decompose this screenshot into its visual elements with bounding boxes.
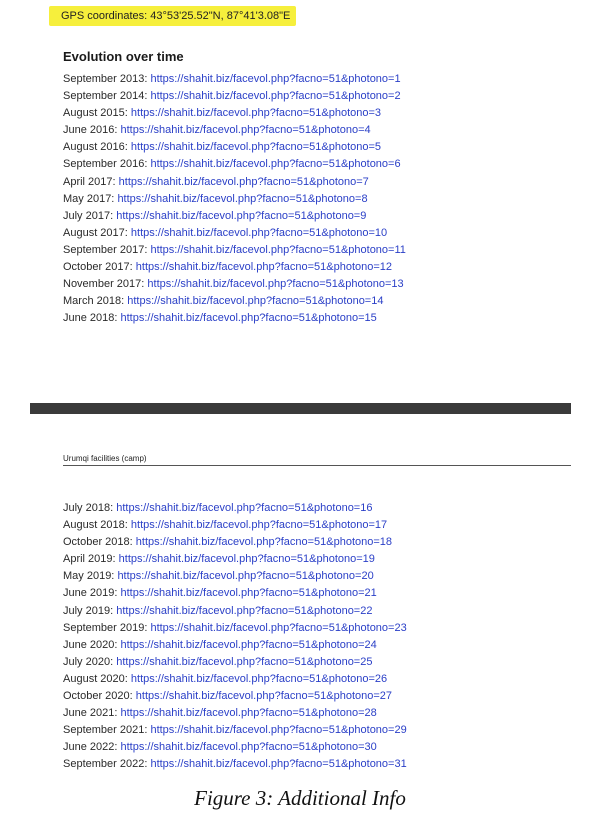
list-item bbox=[63, 293, 406, 310]
photo-link[interactable]: https://shahit.biz/facevol.php?facno=51&photono=12 bbox=[135, 261, 393, 274]
page-break-bar bbox=[30, 403, 571, 414]
figure-caption: Figure 3: Additional Info bbox=[194, 786, 406, 810]
entry-date: April 2019: bbox=[63, 553, 116, 566]
list-item bbox=[63, 191, 406, 208]
photo-link[interactable]: https://shahit.biz/facevol.php?facno=51&photono=1 bbox=[150, 73, 401, 85]
list-item bbox=[63, 139, 406, 156]
list-item bbox=[63, 71, 406, 88]
list-item bbox=[63, 637, 407, 654]
evolution-list-bottom bbox=[63, 500, 407, 774]
list-item bbox=[63, 671, 407, 688]
photo-link[interactable]: https://shahit.biz/facevol.php?facno=51&photono=4 bbox=[120, 124, 371, 137]
photo-link[interactable]: https://shahit.biz/facevol.php?facno=51&photono=30 bbox=[120, 741, 377, 754]
photo-link[interactable]: https://shahit.biz/facevol.php?facno=51&photono=24 bbox=[120, 638, 377, 651]
entry-date: June 2018: bbox=[63, 312, 118, 325]
photo-link[interactable]: https://shahit.biz/facevol.php?facno=51&photono=17 bbox=[130, 519, 388, 532]
entry-date: September 2013: bbox=[63, 73, 148, 85]
photo-link[interactable]: https://shahit.biz/facevol.php?facno=51&photono=7 bbox=[118, 175, 369, 188]
photo-link[interactable]: https://shahit.biz/facevol.php?facno=51&photono=25 bbox=[116, 655, 373, 668]
photo-link[interactable]: https://shahit.biz/facevol.php?facno=51&photono=5 bbox=[130, 141, 382, 154]
list-item bbox=[63, 603, 407, 620]
photo-link[interactable]: https://shahit.biz/facevol.php?facno=51&photono=3 bbox=[130, 107, 382, 120]
entry-date: September 2014: bbox=[63, 90, 148, 103]
header-rule bbox=[63, 465, 571, 466]
list-item bbox=[63, 568, 407, 585]
list-item bbox=[63, 174, 406, 191]
photo-link[interactable]: https://shahit.biz/facevol.php?facno=51&photono=8 bbox=[117, 192, 368, 205]
photo-link[interactable]: https://shahit.biz/facevol.php?facno=51&photono=11 bbox=[150, 243, 406, 256]
entry-date: October 2020: bbox=[63, 690, 133, 703]
photo-link[interactable]: https://shahit.biz/facevol.php?facno=51&photono=19 bbox=[118, 553, 375, 566]
entry-date: October 2017: bbox=[63, 261, 133, 274]
list-item bbox=[63, 88, 406, 105]
entry-date: June 2019: bbox=[63, 587, 118, 600]
gps-coordinates bbox=[49, 10, 296, 22]
photo-link[interactable]: https://shahit.biz/facevol.php?facno=51&photono=29 bbox=[150, 724, 407, 737]
list-item bbox=[63, 242, 406, 259]
photo-link[interactable]: https://shahit.biz/facevol.php?facno=51&photono=31 bbox=[150, 758, 407, 771]
entry-date: August 2017: bbox=[63, 226, 128, 239]
entry-date: April 2017: bbox=[63, 175, 116, 188]
section-title: Evolution over time bbox=[63, 49, 184, 64]
list-item bbox=[63, 551, 407, 568]
list-item bbox=[63, 259, 406, 276]
entry-date: November 2017: bbox=[63, 278, 145, 291]
list-item bbox=[63, 722, 407, 739]
entry-date: August 2018: bbox=[63, 519, 128, 532]
photo-link[interactable]: https://shahit.biz/facevol.php?facno=51&photono=16 bbox=[116, 502, 373, 514]
photo-link[interactable]: https://shahit.biz/facevol.php?facno=51&photono=18 bbox=[135, 536, 393, 549]
photo-link[interactable]: https://shahit.biz/facevol.php?facno=51&photono=6 bbox=[150, 158, 401, 171]
photo-link[interactable]: https://shahit.biz/facevol.php?facno=51&photono=2 bbox=[150, 90, 401, 103]
photo-link[interactable]: https://shahit.biz/facevol.php?facno=51&photono=22 bbox=[116, 604, 373, 617]
entry-date: September 2017: bbox=[63, 243, 148, 256]
entry-date: May 2017: bbox=[63, 192, 115, 205]
entry-date: September 2016: bbox=[63, 158, 148, 171]
photo-link[interactable]: https://shahit.biz/facevol.php?facno=51&photono=10 bbox=[130, 226, 388, 239]
list-item bbox=[63, 534, 407, 551]
list-item bbox=[63, 585, 407, 602]
entry-date: August 2020: bbox=[63, 672, 128, 685]
entry-date: October 2018: bbox=[63, 536, 133, 549]
page-header: Urumqi facilities (camp) bbox=[63, 454, 147, 463]
photo-link[interactable]: https://shahit.biz/facevol.php?facno=51&photono=20 bbox=[117, 570, 374, 583]
photo-link[interactable]: https://shahit.biz/facevol.php?facno=51&photono=15 bbox=[120, 312, 377, 325]
list-item bbox=[63, 756, 407, 773]
entry-date: September 2022: bbox=[63, 758, 148, 771]
photo-link[interactable]: https://shahit.biz/facevol.php?facno=51&photono=9 bbox=[116, 209, 367, 222]
list-item bbox=[63, 276, 406, 293]
gps-coordinates-text: GPS coordinates: 43°53'25.52"N, 87°41'3.08"E bbox=[49, 6, 296, 26]
entry-date: July 2018: bbox=[63, 502, 114, 514]
photo-link[interactable]: https://shahit.biz/facevol.php?facno=51&photono=21 bbox=[120, 587, 377, 600]
photo-link[interactable]: https://shahit.biz/facevol.php?facno=51&photono=26 bbox=[130, 672, 388, 685]
entry-date: July 2017: bbox=[63, 209, 114, 222]
photo-link[interactable]: https://shahit.biz/facevol.php?facno=51&photono=28 bbox=[120, 707, 377, 720]
entry-date: August 2016: bbox=[63, 141, 128, 154]
list-item bbox=[63, 208, 406, 225]
entry-date: June 2020: bbox=[63, 638, 118, 651]
entry-date: June 2021: bbox=[63, 707, 118, 720]
list-item bbox=[63, 620, 407, 637]
list-item bbox=[63, 105, 406, 122]
entry-date: August 2015: bbox=[63, 107, 128, 120]
entry-date: June 2016: bbox=[63, 124, 118, 137]
evolution-list-top bbox=[63, 71, 406, 327]
list-item bbox=[63, 705, 407, 722]
photo-link[interactable]: https://shahit.biz/facevol.php?facno=51&photono=27 bbox=[135, 690, 393, 703]
entry-date: July 2019: bbox=[63, 604, 114, 617]
photo-link[interactable]: https://shahit.biz/facevol.php?facno=51&photono=14 bbox=[127, 295, 384, 308]
entry-date: May 2019: bbox=[63, 570, 115, 583]
list-item bbox=[63, 688, 407, 705]
entry-date: June 2022: bbox=[63, 741, 118, 754]
list-item bbox=[63, 310, 406, 327]
entry-date: March 2018: bbox=[63, 295, 125, 308]
entry-date: September 2019: bbox=[63, 621, 148, 634]
list-item bbox=[63, 500, 407, 517]
list-item bbox=[63, 654, 407, 671]
list-item bbox=[63, 517, 407, 534]
photo-link[interactable]: https://shahit.biz/facevol.php?facno=51&photono=13 bbox=[147, 278, 404, 291]
entry-date: July 2020: bbox=[63, 655, 114, 668]
entry-date: September 2021: bbox=[63, 724, 148, 737]
list-item bbox=[63, 122, 406, 139]
photo-link[interactable]: https://shahit.biz/facevol.php?facno=51&photono=23 bbox=[150, 621, 407, 634]
list-item bbox=[63, 156, 406, 173]
list-item bbox=[63, 225, 406, 242]
list-item bbox=[63, 739, 407, 756]
